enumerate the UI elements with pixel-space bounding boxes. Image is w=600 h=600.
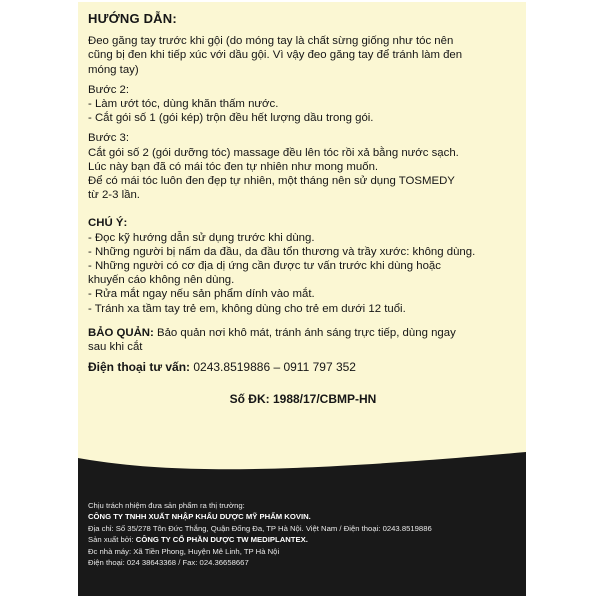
- storage-text-continued: sau khi cắt: [88, 341, 143, 354]
- storage-title: BẢO QUẢN:: [88, 326, 154, 339]
- step-2: [88, 83, 518, 126]
- storage-line: [88, 326, 518, 340]
- caution-line: - Tránh xa tầm tay trẻ em, không dùng cho trẻ em dưới 12 tuổi.: [88, 302, 406, 315]
- intro-line: Đeo găng tay trước khi gội (do móng tay là chất sừng giống như tóc nên: [88, 35, 454, 48]
- step-2-line: - Làm ướt tóc, dùng khăn thấm nước.: [88, 98, 279, 111]
- caution-line: - Những người bị nấm da đầu, da đầu tổn thương và trầy xước: không dùng.: [88, 245, 476, 258]
- manufacturer-label: Sản xuất bởi:: [88, 535, 136, 545]
- hotline-number: 0243.8519886 – 0911 797 352: [190, 360, 356, 375]
- manufacturer-name: CÔNG TY CỔ PHẦN DƯỢC TW MEDIPLANTEX.: [135, 535, 308, 545]
- responsible-label: Chịu trách nhiệm đưa sản phẩm ra thị trường:: [88, 501, 245, 510]
- step-3-title: Bước 3:: [88, 132, 130, 145]
- distributor-address: Địa chỉ: Số 35/278 Tôn Đức Thắng, Quận Đống Đa, TP Hà Nội. Việt Nam / Điện thoại: 0243.8519886: [88, 523, 432, 533]
- step-3: [88, 131, 518, 202]
- step-3-line: từ 2-3 lần.: [88, 189, 140, 202]
- phone-fax: Điện thoại: 024 38643368 / Fax: 024.36658667: [88, 558, 249, 568]
- registration-number: Số ĐK: 1988/17/CBMP-HN: [229, 392, 377, 407]
- caution-title: CHÚ Ý:: [88, 217, 128, 230]
- instructions-heading: HƯỚNG DẪN:: [88, 11, 177, 26]
- step-2-title: Bước 2:: [88, 83, 130, 96]
- distributor-name: CÔNG TY TNHH XUẤT NHẬP KHẨU DƯỢC MỸ PHẨM KOVIN.: [88, 512, 311, 522]
- wave-divider: [78, 442, 526, 502]
- caution-line: - Đọc kỹ hướng dẫn sử dụng trước khi dùng.: [88, 231, 315, 244]
- instructions-content: [88, 8, 518, 407]
- step-3-line: Lúc này bạn đã có mái tóc đen tự nhiên như mong muốn.: [88, 160, 379, 173]
- intro-line: móng tay): [88, 63, 139, 76]
- caution-line: - Những người có cơ địa dị ứng cần được tư vấn trước khi dùng hoặc: [88, 260, 441, 273]
- hotline-line: [88, 360, 518, 374]
- factory-address: Đc nhà máy: Xã Tiền Phong, Huyện Mê Linh, TP Hà Nội: [88, 546, 280, 556]
- footer-info: [88, 500, 520, 568]
- step-3-line: Cắt gói số 2 (gói dưỡng tóc) massage đều lên tóc rồi xả bằng nước sạch.: [88, 146, 459, 159]
- intro-line: cũng bị đen khi tiếp xúc với dầu gội. Vì vậy đeo găng tay để tránh làm đen: [88, 49, 463, 62]
- step-3-line: Để có mái tóc luôn đen đẹp tự nhiên, một tháng nên sử dụng TOSMEDY: [88, 175, 455, 188]
- manufacturer-line: [88, 534, 520, 545]
- caution-line: - Rửa mắt ngay nếu sản phẩm dính vào mắt.: [88, 288, 315, 301]
- storage-section: [88, 326, 518, 375]
- caution-line: khuyến cáo không nên dùng.: [88, 274, 235, 287]
- step-2-line: - Cắt gói số 1 (gói kép) trộn đều hết lượng dầu trong gói.: [88, 112, 374, 125]
- caution-section: [88, 216, 518, 315]
- product-label-card: [78, 2, 526, 596]
- hotline-title: Điện thoại tư vấn:: [88, 360, 191, 375]
- storage-text: Bảo quản nơi khô mát, tránh ánh sáng trực tiếp, dùng ngay: [153, 326, 456, 339]
